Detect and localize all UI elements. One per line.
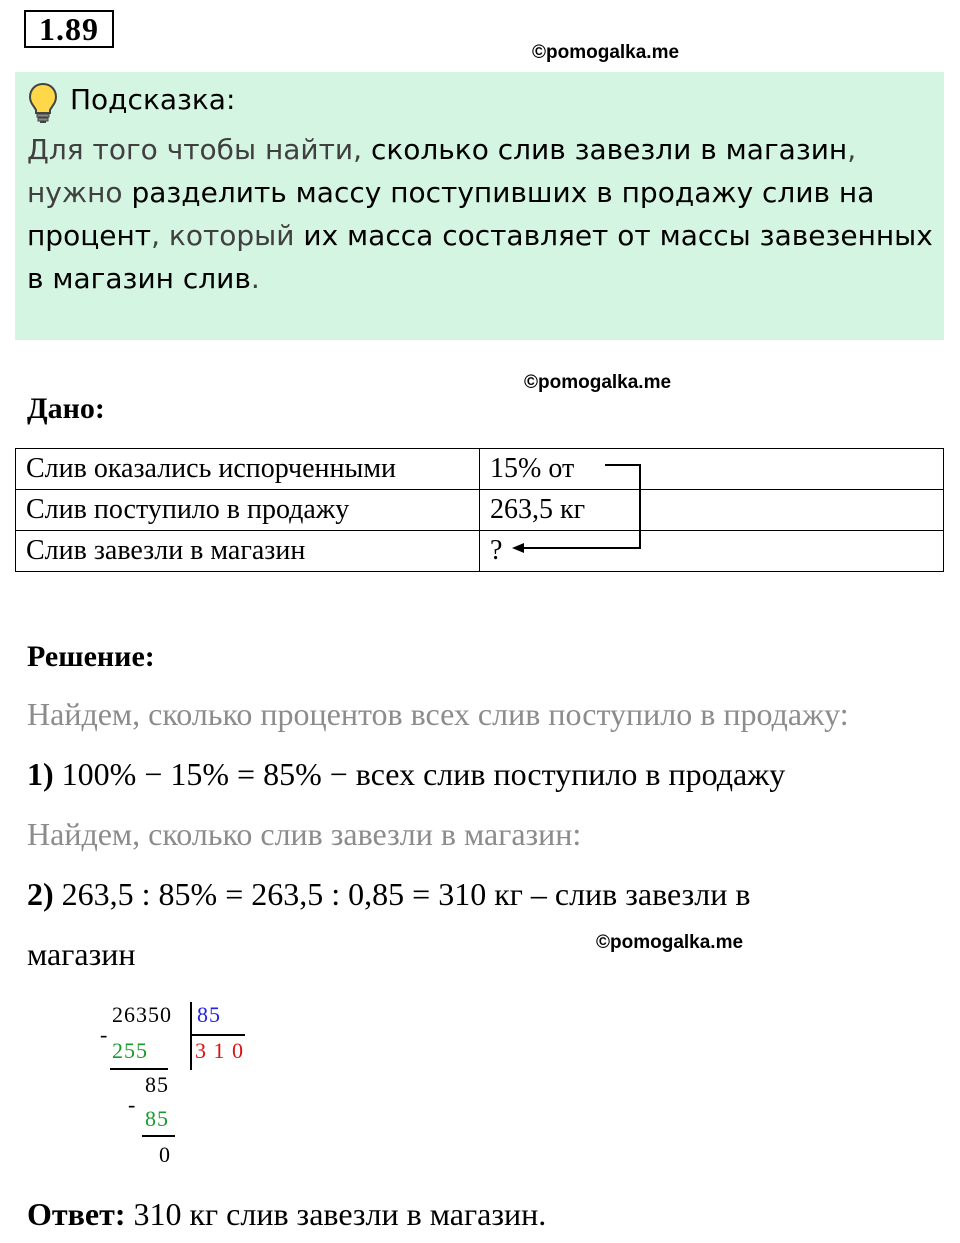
table-row [16, 531, 944, 572]
given-table [15, 448, 944, 572]
hint-key-phrase: их масса составляет от массы завезенных в магазин слив [27, 219, 933, 295]
step1 [27, 756, 785, 793]
answer-text: 310 кг слив завезли в магазин. [133, 1196, 547, 1232]
step1-intro: Найдем, сколько процентов всех слив поступило в продажу: [27, 696, 849, 732]
step1-number: 1) [27, 756, 54, 792]
solution-title: Решение: [27, 640, 155, 673]
answer-label: Ответ: [27, 1196, 126, 1232]
step1-text: 100% − 15% = 85% − всех слив поступило в продажу [61, 756, 786, 792]
given-title: Дано: [27, 392, 105, 425]
hint-key-phrase: разделить массу поступивших в продажу слив на процент [27, 176, 875, 252]
underline-2 [142, 1135, 175, 1137]
given-value: 15% от [480, 449, 944, 490]
watermark: ©pomogalka.me [532, 42, 680, 63]
minus-sign: - [100, 1022, 109, 1047]
step2 [27, 876, 750, 913]
answer [27, 1196, 546, 1233]
divisor: 85 [197, 1002, 221, 1027]
hint-text [27, 128, 937, 300]
given-label: Слив оказались испорченными [16, 449, 480, 490]
given-value: ? [480, 531, 944, 572]
hint-phrase: . [250, 262, 260, 295]
hint-phrase: Для того чтобы найти [27, 133, 354, 166]
remainder-2: 0 [159, 1142, 171, 1167]
given-label: Слив поступило в продажу [16, 490, 480, 531]
hint-title: Подсказка: [70, 83, 236, 116]
divisor-underline [191, 1034, 245, 1036]
subtrahend-2: 85 [145, 1106, 169, 1131]
dividend: 26350 [112, 1002, 172, 1027]
quotient: 3 1 0 [195, 1038, 244, 1063]
lightbulb-icon [28, 82, 58, 124]
task-number: 1.89 [24, 10, 114, 48]
given-label: Слив завезли в магазин [16, 531, 480, 572]
step2-continuation: магазин [27, 936, 136, 972]
hint-key-phrase: сколько слив завезли в магазин [370, 133, 848, 166]
step2-intro: Найдем, сколько слив завезли в магазин: [27, 816, 582, 852]
hint-phrase: , нужно [27, 133, 857, 209]
watermark: ©pomogalka.me [596, 932, 744, 953]
step2-number: 2) [27, 876, 54, 912]
division-bar [190, 1002, 192, 1070]
table-row [16, 490, 944, 531]
long-division [90, 1000, 260, 1170]
hint-phrase: , [353, 133, 371, 166]
hint-phrase: , который [151, 219, 304, 252]
table-row [16, 449, 944, 490]
subtrahend-1: 255 [112, 1038, 148, 1063]
relation-arrow-icon [490, 455, 650, 560]
given-value: 263,5 кг [480, 490, 944, 531]
underline-1 [110, 1068, 168, 1070]
remainder-1: 85 [145, 1072, 169, 1097]
minus-sign: - [128, 1092, 137, 1117]
step2-text: 263,5 : 85% = 263,5 : 0,85 = 310 кг – слив завезли в [61, 876, 751, 912]
watermark: ©pomogalka.me [524, 372, 672, 393]
